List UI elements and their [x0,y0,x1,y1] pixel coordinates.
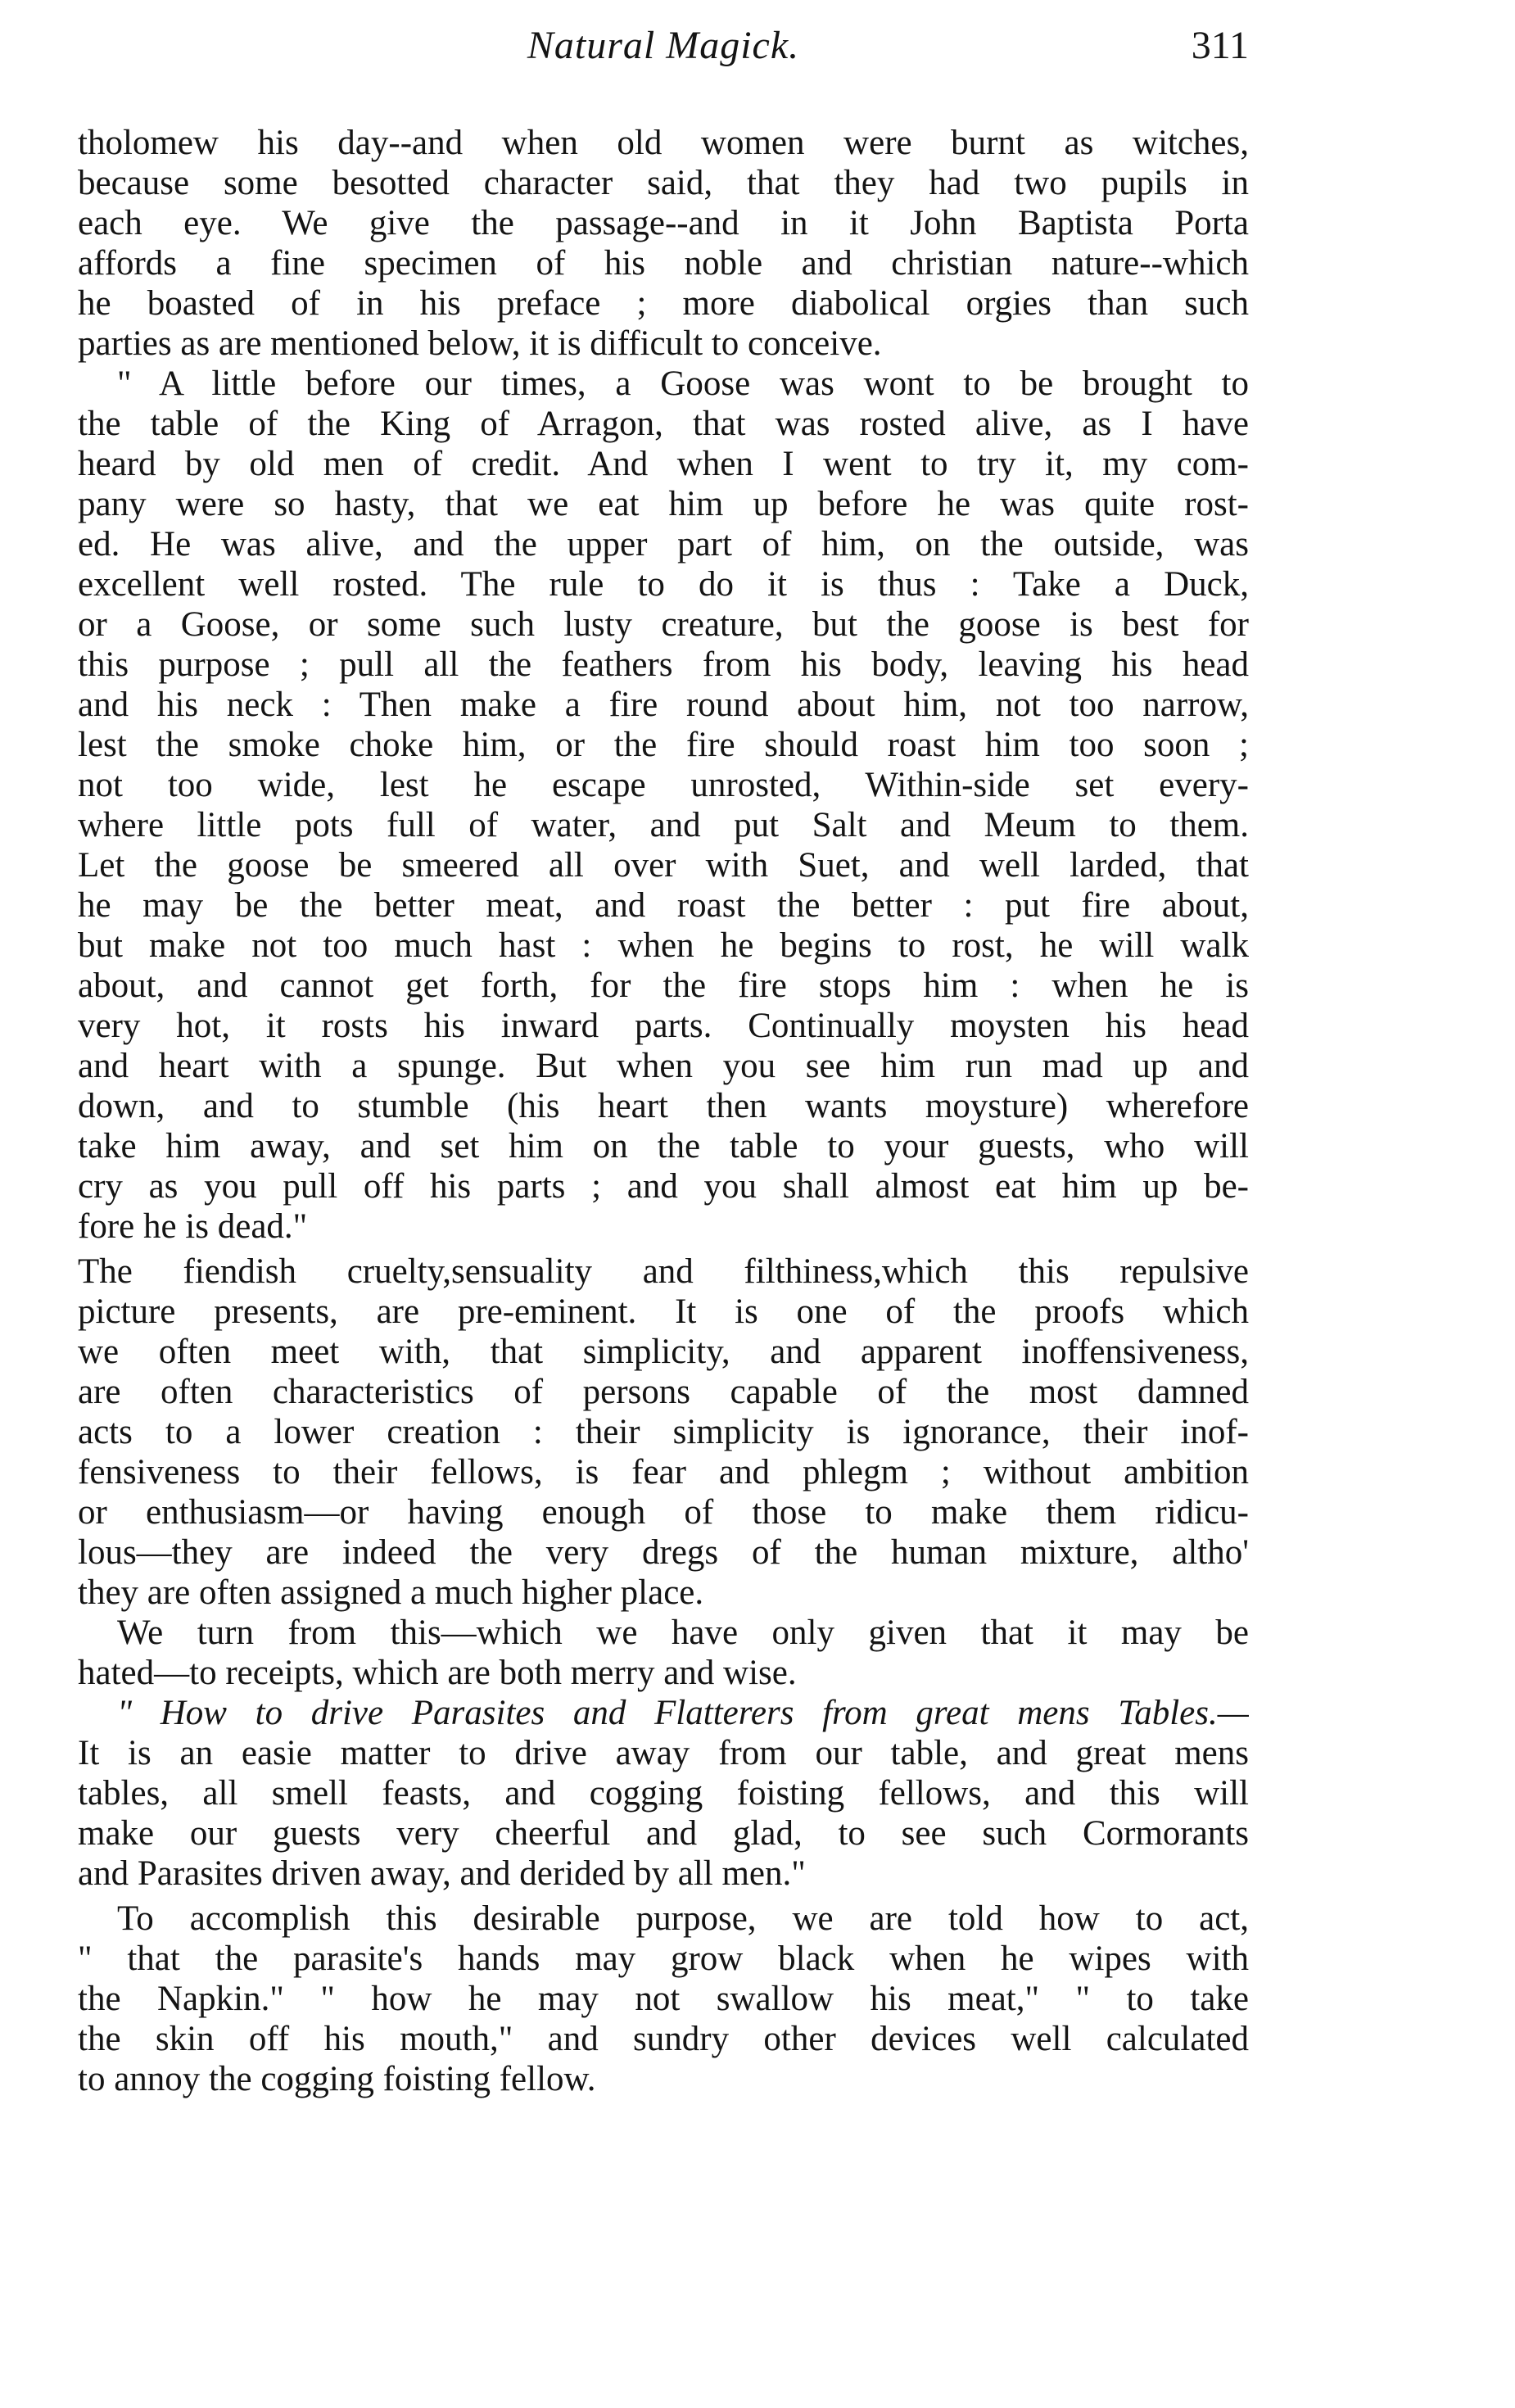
text-line: hated—to receipts, which are both merry and wise. [78,1654,797,1692]
text-line: the skin off his mouth," and sundry other devices well calculated [78,2020,1249,2058]
text-line: where little pots full of water, and put Salt and Meum to them. [78,806,1249,844]
text-line: affords a fine specimen of his noble and christian nature--which [78,244,1249,283]
text-line: and heart with a spunge. But when you see him run mad up and [78,1047,1249,1085]
text-line: It is an easie matter to drive away from our table, and great mens [78,1734,1249,1772]
page-header [78,23,1249,80]
text-line: " A little before our times, a Goose was wont to be brought to [117,364,1249,403]
text-line: because some besotted character said, that they had two pupils in [78,164,1249,202]
text-line: to annoy the cogging foisting fellow. [78,2060,596,2098]
text-line: fensiveness to their fellows, is fear and phlegm ; without ambition [78,1453,1249,1491]
text-line: take him away, and set him on the table to your guests, who will [78,1127,1249,1166]
text-line: acts to a lower creation : their simplicity is ignorance, their inof- [78,1413,1249,1451]
text-line: the table of the King of Arragon, that was rosted alive, as I have [78,405,1249,443]
text-line: and his neck : Then make a fire round about him, not too narrow, [78,686,1249,724]
running-head: Natural Magick. [527,24,800,67]
text-line: they are often assigned a much higher place. [78,1573,704,1612]
text-line: but make not too much hast : when he begins to rost, he will walk [78,926,1249,965]
text-line: parties as are mentioned below, it is difficult to conceive. [78,324,882,363]
text-line: Let the goose be smeered all over with Suet, and well larded, that [78,846,1249,885]
text-line: or enthusiasm—or having enough of those to make them ridicu- [78,1493,1249,1532]
body-text [78,123,1249,2099]
text-line: lous—they are indeed the very dregs of the human mixture, altho' [78,1533,1249,1572]
text-line: the Napkin." " how he may not swallow his meat," " to take [78,1980,1249,2018]
text-line: To accomplish this desirable purpose, we are told how to act, [117,1899,1249,1938]
text-line: excellent well rosted. The rule to do it is thus : Take a Duck, [78,565,1249,604]
text-line: he boasted of in his preface ; more diabolical orgies than such [78,284,1249,323]
text-line: " How to drive Parasites and Flatterers from great mens Tables.— [117,1694,1249,1732]
page-number: 311 [1191,24,1249,67]
text-line: The fiendish cruelty,sensuality and filthiness,which this repulsive [78,1252,1249,1291]
text-line: this purpose ; pull all the feathers from his body, leaving his head [78,645,1249,684]
text-line: he may be the better meat, and roast the better : put fire about, [78,886,1249,925]
text-line: pany were so hasty, that we eat him up before he was quite rost- [78,485,1249,523]
text-line: we often meet with, that simplicity, and apparent inoffensiveness, [78,1333,1249,1371]
text-line: picture presents, are pre-eminent. It is one of the proofs which [78,1292,1249,1331]
text-line: or a Goose, or some such lusty creature, but the goose is best for [78,605,1249,644]
text-line: We turn from this—which we have only given that it may be [117,1614,1249,1652]
text-line: very hot, it rosts his inward parts. Continually moysten his head [78,1007,1249,1045]
text-line: cry as you pull off his parts ; and you shall almost eat him up be- [78,1167,1249,1206]
text-line: fore he is dead." [78,1207,308,1246]
text-line: about, and cannot get forth, for the fire stops him : when he is [78,966,1249,1005]
text-line: heard by old men of credit. And when I went to try it, my com- [78,445,1249,483]
text-line: make our guests very cheerful and glad, to see such Cormorants [78,1814,1249,1853]
text-line: lest the smoke choke him, or the fire should roast him too soon ; [78,726,1249,764]
text-line: and Parasites driven away, and derided by all men." [78,1854,806,1893]
text-line: ed. He was alive, and the upper part of him, on the outside, was [78,525,1249,564]
text-line: " that the parasite's hands may grow black when he wipes with [78,1940,1249,1978]
text-line: tables, all smell feasts, and cogging foisting fellows, and this will [78,1774,1249,1813]
text-line: not too wide, lest he escape unrosted, Within-side set every- [78,766,1249,804]
text-line: are often characteristics of persons capable of the most damned [78,1373,1249,1411]
text-line: each eye. We give the passage--and in it John Baptista Porta [78,204,1249,242]
text-line: tholomew his day--and when old women were burnt as witches, [78,124,1249,162]
text-line: down, and to stumble (his heart then wants moysture) wherefore [78,1087,1249,1125]
